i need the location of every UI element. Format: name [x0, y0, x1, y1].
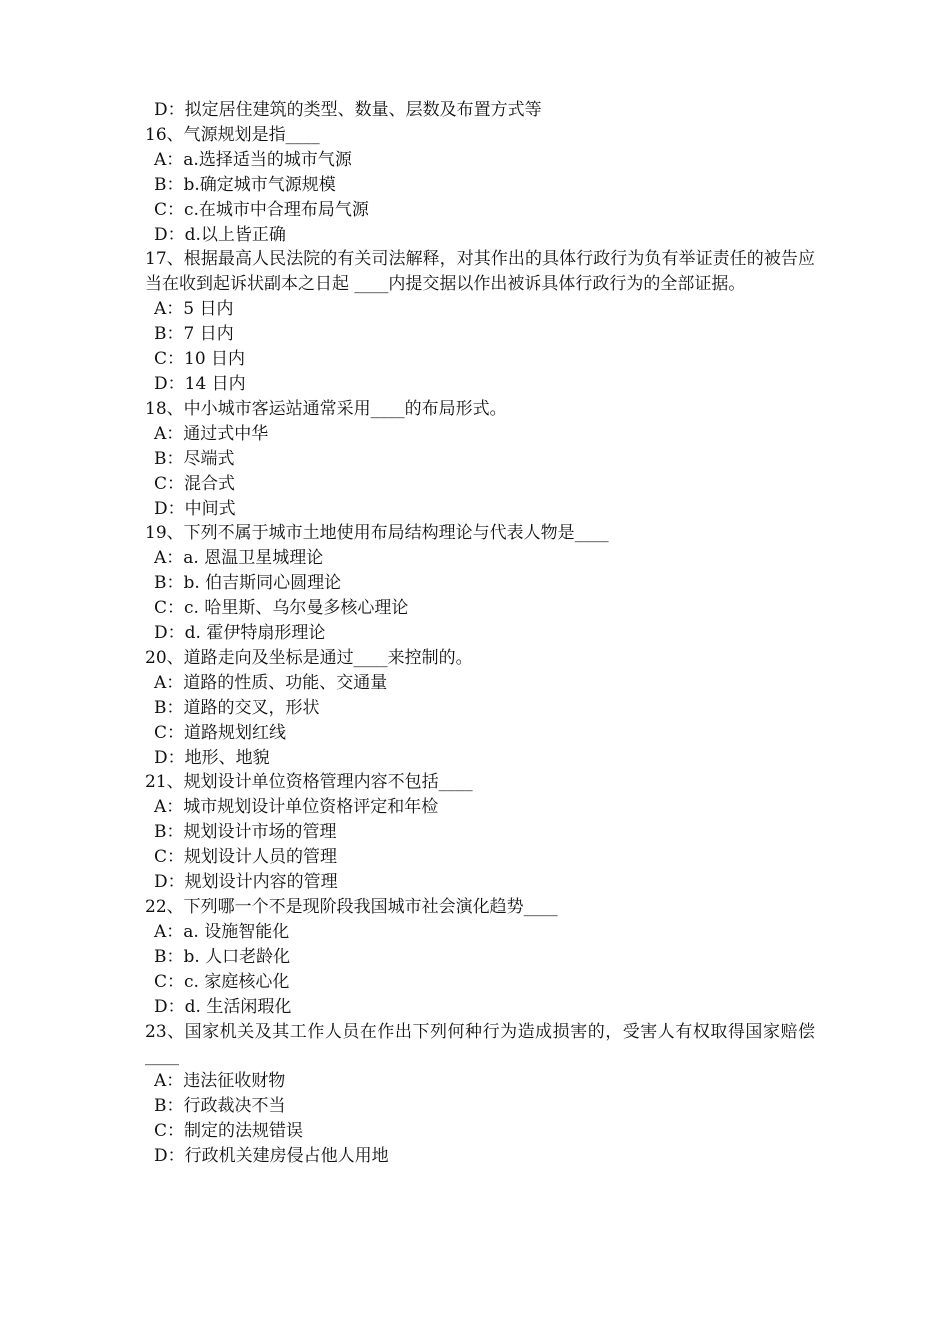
question-text: 18、中小城市客运站通常采用____的布局形式。	[145, 398, 507, 419]
question-text: 23、国家机关及其工作人员在作出下列何种行为造成损害的，受害人有权取得国家赔偿____	[145, 1021, 815, 1067]
option-a: A：道路的性质、功能、交通量	[154, 672, 388, 693]
option-d: D：d.以上皆正确	[154, 224, 286, 245]
option-c: C：规划设计人员的管理	[154, 847, 338, 868]
question-21	[145, 770, 815, 895]
question-text: 21、规划设计单位资格管理内容不包括____	[145, 772, 473, 793]
question-16	[145, 123, 815, 248]
option-b: B：7 日内	[154, 324, 234, 345]
option-b: B：b. 伯吉斯同心圆理论	[154, 573, 342, 594]
option-c: C：c.在城市中合理布局气源	[154, 199, 369, 220]
question-text: 22、下列哪一个不是现阶段我国城市社会演化趋势____	[145, 897, 558, 917]
option-a: A：a.选择适当的城市气源	[154, 149, 352, 170]
option-c: C：制定的法规错误	[154, 1121, 304, 1142]
option-a: A：a. 恩温卫星城理论	[154, 548, 324, 569]
question-22	[145, 895, 815, 1020]
option-d: D：地形、地貌	[154, 747, 270, 768]
option-a: A：5 日内	[154, 299, 234, 320]
option-c: C：c. 家庭核心化	[154, 971, 290, 992]
option-b: B：规划设计市场的管理	[154, 822, 337, 843]
option-d: D：14 日内	[154, 373, 246, 394]
question-18	[145, 397, 815, 522]
option-a: A：城市规划设计单位资格评定和年检	[154, 797, 439, 818]
option-b: B：尽端式	[154, 448, 235, 469]
question-20	[145, 646, 815, 771]
option-b: B：b. 人口老龄化	[154, 946, 291, 967]
option-d: D：中间式	[154, 498, 236, 519]
document-page	[145, 98, 815, 1169]
option-d: D：d. 霍伊特扇形理论	[154, 623, 326, 644]
option-c: C：c. 哈里斯、乌尔曼多核心理论	[154, 598, 409, 619]
option-c: C：10 日内	[154, 349, 246, 370]
question-19	[145, 521, 815, 646]
question-23	[145, 1020, 815, 1169]
option-d: D：d. 生活闲瑕化	[154, 996, 292, 1017]
option-d: D：行政机关建房侵占他人用地	[154, 1146, 389, 1167]
option-c: C：道路规划红线	[154, 722, 287, 743]
option-b: B：b.确定城市气源规模	[154, 174, 336, 195]
question-17	[145, 247, 815, 396]
option-a: A：a. 设施智能化	[154, 921, 290, 942]
option-a: A：违法征收财物	[154, 1071, 286, 1092]
option-d: D：规划设计内容的管理	[154, 872, 338, 893]
option-a: A：通过式中华	[154, 423, 269, 444]
question-text: 17、根据最高人民法院的有关司法解释，对其作出的具体行政行为负有举证责任的被告应当在收到起诉状副本之日起 ____内提交据以作出被诉具体行政行为的全部证据。	[145, 249, 815, 295]
question-text: 19、下列不属于城市土地使用布局结构理论与代表人物是____	[145, 523, 609, 544]
option-d-prev: D：拟定居住建筑的类型、数量、层数及布置方式等	[154, 100, 542, 120]
question-text: 20、道路走向及坐标是通过____来控制的。	[145, 647, 473, 668]
question-text: 16、气源规划是指____	[145, 124, 320, 145]
option-b: B：行政裁决不当	[154, 1096, 286, 1117]
option-c: C：混合式	[154, 473, 236, 494]
option-b: B：道路的交叉，形状	[154, 697, 320, 718]
